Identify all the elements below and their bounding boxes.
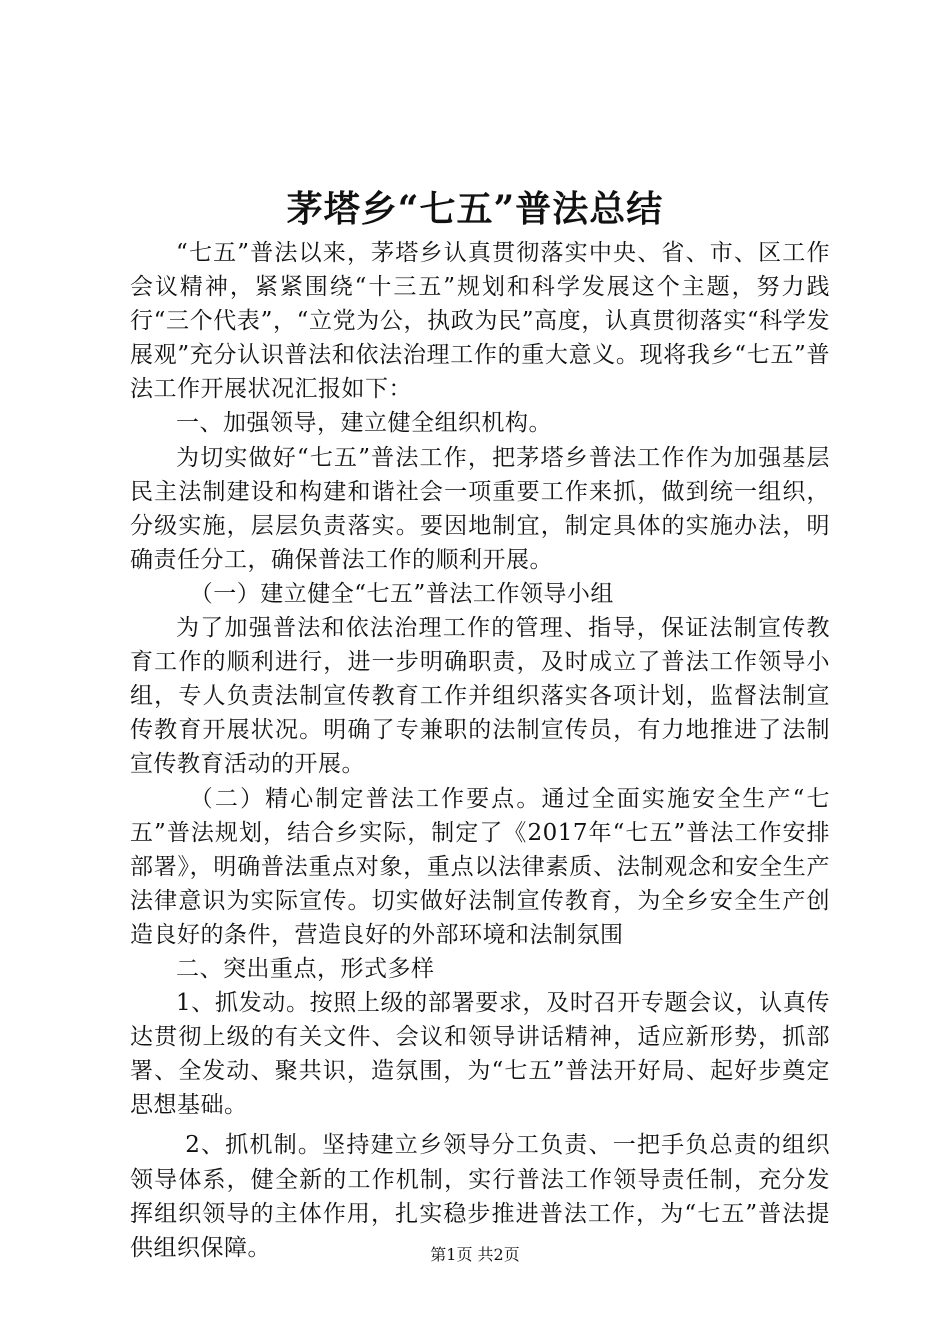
body-paragraph: 为了加强普法和依法治理工作的管理、指导，保证法制宣传教育工作的顺利进行，进一步明确职责，及时成立了普法工作领导小组，专人负责法制宣传教育工作并组织落实各项计划，监督法制宣传教育开展状况。明确了专兼职的法制宣传员，有力地推进了法制宣传教育活动的开展。 [130, 615, 830, 778]
document-title: 茅塔乡“七五”普法总结 [286, 188, 664, 230]
document-body [130, 236, 830, 1265]
intro-paragraph: “七五”普法以来，茅塔乡认真贯彻落实中央、省、市、区工作会议精神，紧紧围绕“十三五”规划和科学发展这个主题，努力践行“三个代表”，“立党为公，执政为民”高度，认真贯彻落实“科学发展观”充分认识普法和依法治理工作的重大意义。现将我乡“七五”普法工作开展状况汇报如下： [130, 240, 830, 403]
item-paragraph-2: 2、抓机制。坚持建立乡领导分工负责、一把手负总责的组织领导体系，健全新的工作机制，实行普法工作领导责任制，充分发挥组织领导的主体作用，扎实稳步推进普法工作，为“七五”普法提供组织保障。 [130, 1132, 830, 1261]
section-heading-1: 一、加强领导，建立健全组织机构。 [176, 410, 552, 437]
subsection-paragraph-2: （二）精心制定普法工作要点。通过全面实施安全生产“七五”普法规划，结合乡实际，制定了《2017年“七五”普法工作安排部署》，明确普法重点对象，重点以法律素质、法制观念和安全生产法律意识为实际宣传。切实做好法制宣传教育，为全乡安全生产创造良好的条件，营造良好的外部环境和法制氛围 [130, 785, 830, 948]
subsection-heading-1: （一）建立健全“七五”普法工作领导小组 [189, 580, 614, 607]
page-number-footer: 第1页 共2页 [430, 1245, 520, 1264]
item-paragraph-1: 1、抓发动。按照上级的部署要求，及时召开专题会议，认真传达贯彻上级的有关文件、会议和领导讲话精神，适应新形势，抓部署、全发动、聚共识，造氛围，为“七五”普法开好局、起好步奠定思想基础。 [130, 990, 830, 1119]
body-paragraph: 为切实做好“七五”普法工作，把茅塔乡普法工作作为加强基层民主法制建设和构建和谐社会一项重要工作来抓，做到统一组织，分级实施，层层负责落实。要因地制宜，制定具体的实施办法，明确责任分工，确保普法工作的顺利开展。 [130, 444, 830, 573]
section-heading-2: 二、突出重点，形式多样 [176, 955, 435, 982]
